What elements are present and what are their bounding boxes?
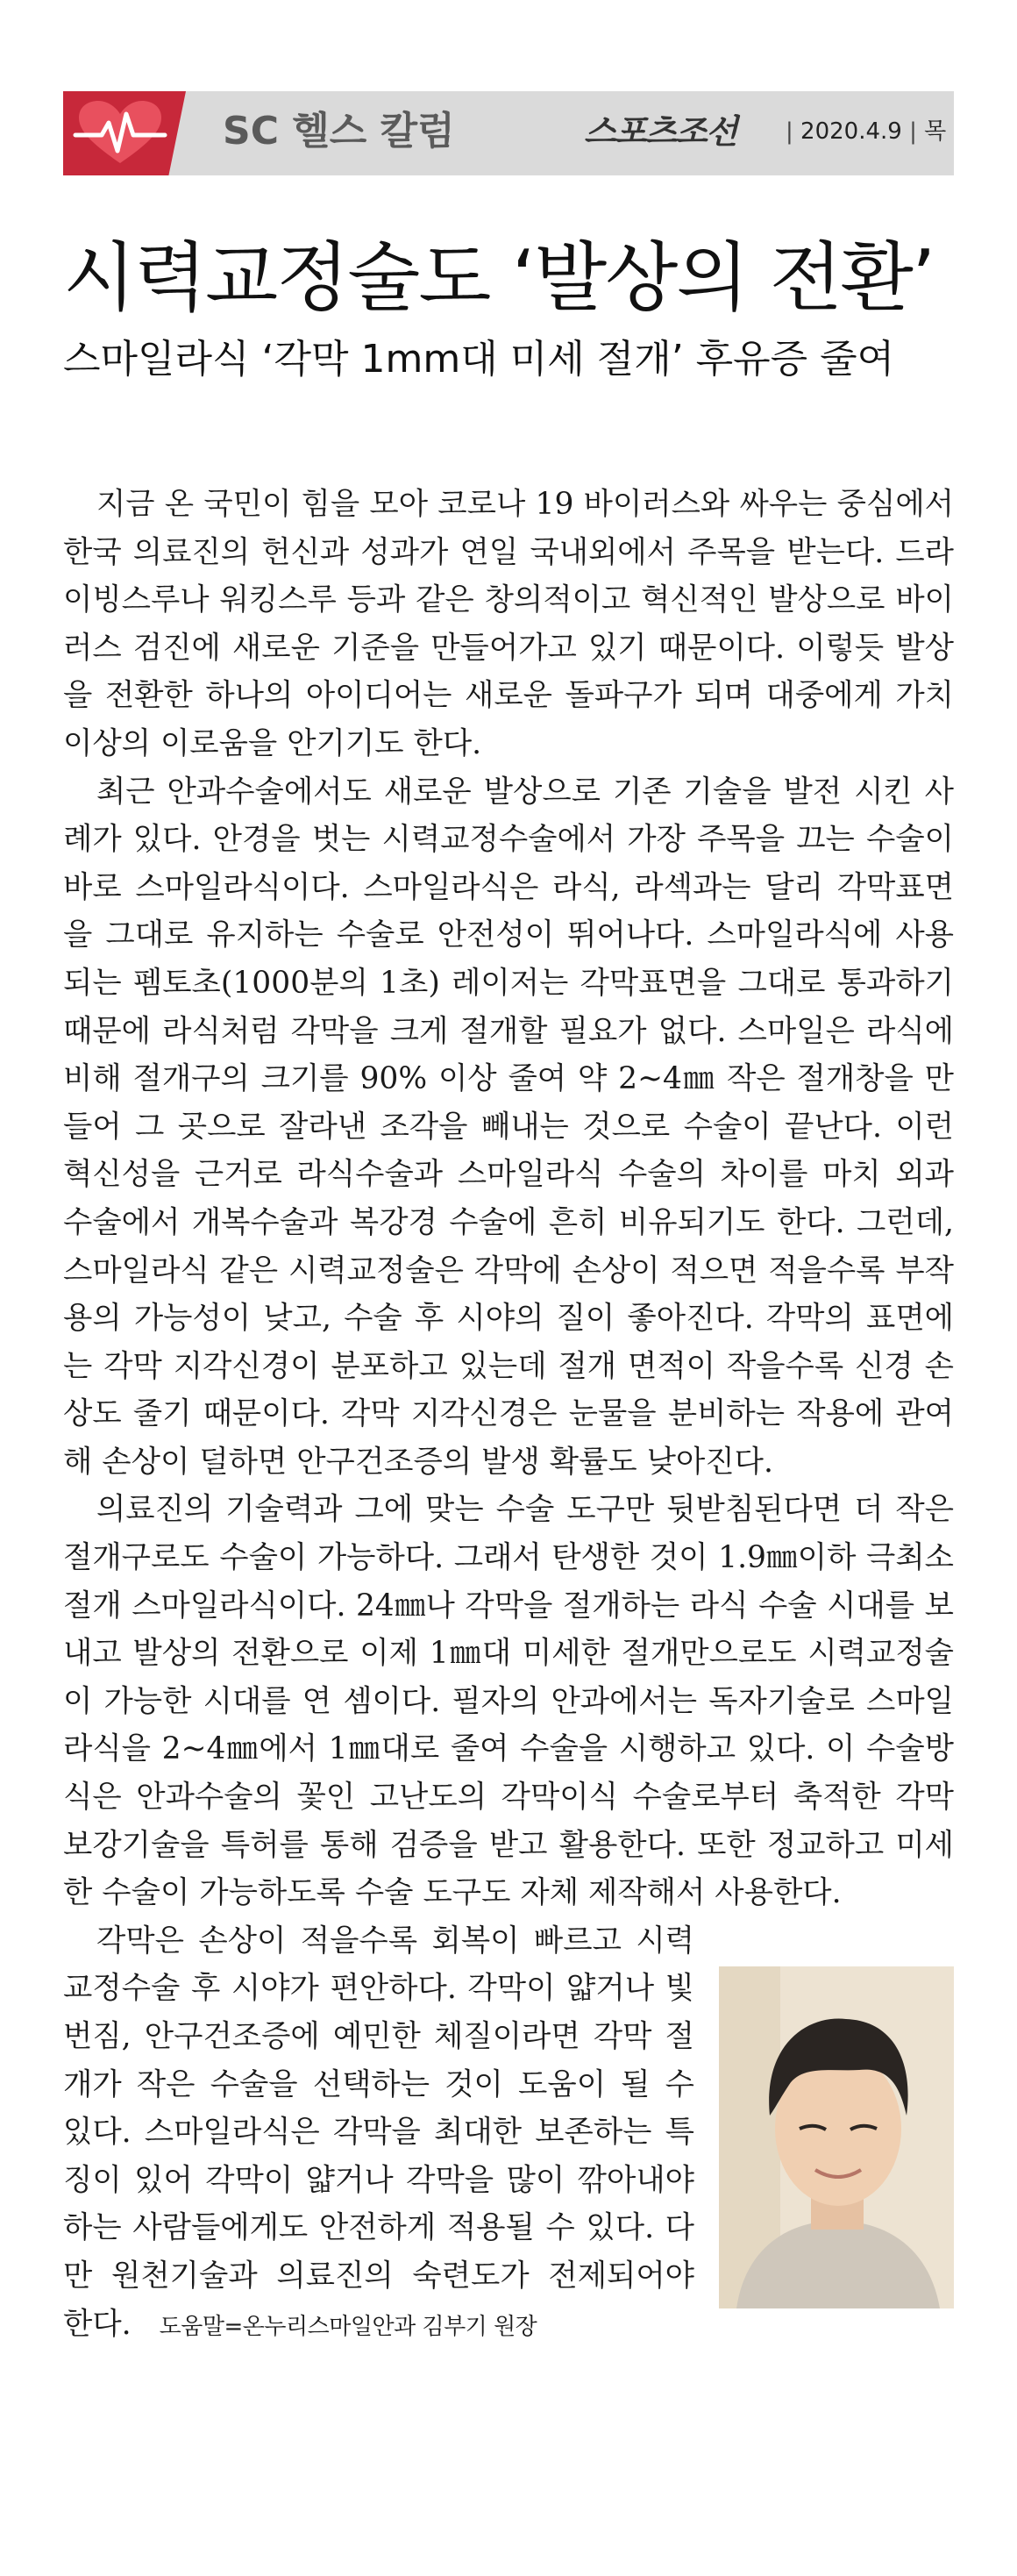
publisher-logo: 스포츠조선 bbox=[584, 112, 736, 151]
paragraph-1: 지금 온 국민이 힘을 모아 코로나 19 바이러스와 싸우는 중심에서 한국 의료진의 헌신과 성과가 연일 국내외에서 주목을 받는다. 드라이빙스루나 워킹스루 등과 같은 창의적이고 혁신적인 발상으로 바이러스 검진에 새로운 기준을 만들어가고 있기 때문이다. 이렇듯 발상을 전환한 하나의 아이디어는 새로운 돌파구가 되며 대중에게 가치 이상의 이로움을 안기기도 한다. bbox=[63, 487, 954, 761]
column-logo bbox=[63, 91, 186, 175]
paragraph-4-text: 각막은 손상이 적을수록 회복이 빠르고 시력교정수술 후 시야가 편안하다. 각막이 얇거나 빛 번짐, 안구건조증에 예민한 체질이라면 각막 절개가 작은 수술을 선택하는 것이 도움이 될 수 있다. 스마일라식은 각막을 최대한 보존하는 특징이 있어 각막이 얇거나 각막을 많이 깎아내야 하는 사람들에게도 안전하게 적용될 수 있다. 다만 원천기술과 의료진의 숙련도가 전제되어야 한다. bbox=[63, 1923, 694, 2342]
date-text: 2020.4.9 bbox=[800, 118, 902, 145]
paragraph-2: 최근 안과수술에서도 새로운 발상으로 기존 기술을 발전 시킨 사례가 있다. 안경을 벗는 시력교정수술에서 가장 주목을 끄는 수술이 바로 스마일라식이다. 스마일라식은 라식, 라섹과는 달리 각막표면을 그대로 유지하는 수술로 안전성이 뛰어나다. 스마일라식에 사용되는 펨토초(1000분의 1초) 레이저는 각막표면을 그대로 통과하기 때문에 라식처럼 각막을 크게 절개할 필요가 없다. 스마일은 라식에 비해 절개구의 크기를 90% 이상 줄여 약 2~4㎜ 작은 절개창을 만들어 그 곳으로 잘라낸 조각을 빼내는 것으로 수술이 끝난다. 이런 혁신성을 근거로 라식수술과 스마일라식 수술의 차이를 마치 외과 수술에서 개복수술과 복강경 수술에 흔히 비유되기도 한다. 그런데, 스마일라식 같은 시력교정술은 각막에 손상이 적으면 적을수록 부작용의 가능성이 낮고, 수술 후 시야의 질이 좋아진다. 각막의 표면에는 각막 지각신경이 분포하고 있는데 절개 면적이 작을수록 신경 손상도 줄기 때문이다. 각막 지각신경은 눈물을 분비하는 작용에 관여해 손상이 덜하면 안구건조증의 발생 확률도 낮아진다. bbox=[63, 774, 954, 1480]
publish-date bbox=[786, 107, 946, 156]
photo-caption: 도움말=온누리스마일안과 김부기 원장 bbox=[159, 2313, 537, 2340]
subheadline: 스마일라식 ‘각막 1mm대 미세 절개’ 후유증 줄여 bbox=[63, 337, 895, 382]
weekday-separator: | bbox=[909, 118, 917, 145]
paragraph-3: 의료진의 기술력과 그에 맞는 수술 도구만 뒷받침된다면 더 작은 절개구로도 수술이 가능하다. 그래서 탄생한 것이 1.9㎜이하 극최소절개 스마일라식이다. 24㎜나 각막을 절개하는 라식 수술 시대를 보내고 발상의 전환으로 이제 1㎜대 미세한 절개만으로도 시력교정술이 가능한 시대를 연 셈이다. 필자의 안과에서는 독자기술로 스마일라식을 2~4㎜에서 1㎜대로 줄여 수술을 시행하고 있다. 이 수술방식은 안과수술의 꽃인 고난도의 각막이식 수술로부터 축적한 각막 보강기술을 특허를 통해 검증을 받고 활용한다. 또한 정교하고 미세한 수술이 가능하도록 수술 도구도 자체 제작해서 사용한다. bbox=[63, 1492, 954, 1911]
article-body bbox=[63, 481, 954, 2351]
heart-pulse-icon bbox=[72, 98, 168, 168]
weekday-text: 목 bbox=[924, 118, 947, 145]
headline: 시력교정술도 ‘발상의 전환’ bbox=[63, 234, 935, 322]
date-separator: | bbox=[786, 118, 793, 145]
author-photo bbox=[719, 1966, 954, 2308]
column-label: SC 헬스 칼럼 bbox=[223, 109, 455, 153]
